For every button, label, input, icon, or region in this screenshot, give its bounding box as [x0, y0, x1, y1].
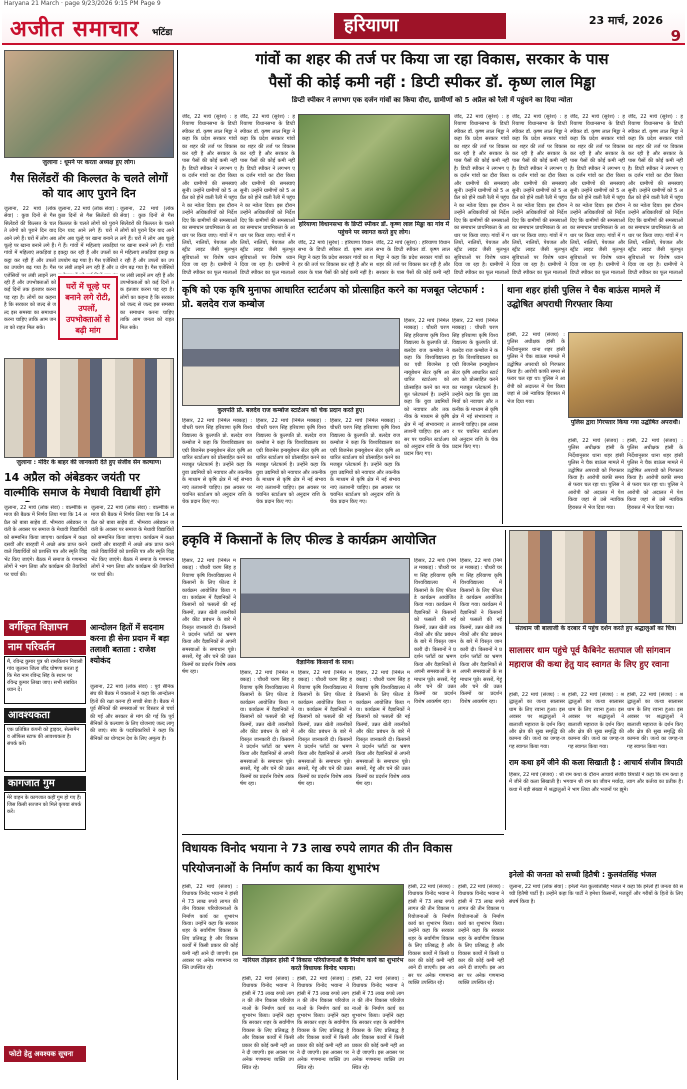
- name-change-header: नाम परिवर्तन: [4, 640, 86, 655]
- startup-body-1: हिसार, 22 मार्च (निर्मल मक्कड़) : चौधरी चरण सिंह हरियाणा कृषि विश्वविद्यालय के कुलपति प्रो. बलदेव राज कम्बोज ने कहा कि विश्वविद्यालय का एग्री बिजनेस इन्क्यूबेशन सेंटर कृषि आधारित स्टार्टअप को प्रोत्साहित करने का मजबूत प्लेटफार्म है। उन्होंने कहा कि युवा उद्यमियों को नवाचार और तकनीक के माध्यम से कृषि क्षेत्र में नई संभावनाएं तलाशनी चाहिए। इस अवसर पर चयनित स्टार्टअप को अनुदान राशि के चेक प्रदान किए गए।: [182, 418, 252, 506]
- wanted-ad: एक प्रतिष्ठित कंपनी को ड्राइवर, सेल्समैन व ऑफिस स्टाफ की आवश्यकता है। संपर्क करें।: [4, 724, 86, 772]
- lead-body-1: जींद, 22 मार्च (सुरेश) : हरियाणा विधानसभा के डिप्टी स्पीकर डॉ. कृष्ण लाल मिड्ढा ने कहा कि प्रदेश सरकार गांवों का शहर की तर्ज पर विकास कर रही है और सरकार के पास पैसों की कोई कमी नहीं है। डिप्टी स्पीकर ने लगभग एक दर्जन गांवों का दौरा किया और ग्रामीणों की समस्याएं सुनीं। उन्होंने ग्रामीणों को 5 अप्रैल को होने वाली रैली में पहुंचने का न्योता दिया। इस दौरान उन्होंने अधिकारियों को निर्देश दिए कि ग्रामीणों की समस्याओं का समाधान प्राथमिकता के आधार पर किया जाए। गांवों में गलियों, नालियों, पेयजल और स्ट्रीट लाइट जैसी मूलभूत सुविधाओं पर विशेष ध्यान दिया जा रहा है। ग्रामीणों ने डिप्टी स्पीकर का फूल मालाओं: [182, 114, 237, 276]
- vinod-headline: विधायक विनोद भयाना ने 73 लाख रुपये लागत की तीन विकास परियोजनाओं के निर्माण कार्य का किया शुभारंभ: [182, 841, 453, 875]
- lead-body-2: जींद, 22 मार्च (सुरेश) : हरियाणा विधानसभा के डिप्टी स्पीकर डॉ. कृष्ण लाल मिड्ढा ने कहा कि प्रदेश सरकार गांवों का शहर की तर्ज पर विकास कर रही है और सरकार के पास पैसों की कोई कमी नहीं है। डिप्टी स्पीकर ने लगभग एक दर्जन गांवों का दौरा किया और ग्रामीणों की समस्याएं सुनीं। उन्होंने ग्रामीणों को 5 अप्रैल को होने वाली रैली में पहुंचने का न्योता दिया। इस दौरान उन्होंने अधिकारियों को निर्देश दिए कि ग्रामीणों की समस्याओं का समाधान प्राथमिकता के आधार पर किया जाए। गांवों में गलियों, नालियों, पेयजल और स्ट्रीट लाइट जैसी मूलभूत सुविधाओं पर विशेष ध्यान दिया जा रहा है। ग्रामीणों ने डिप्टी स्पीकर का फूल मालाओं: [240, 114, 295, 276]
- lead-subhead: डिप्टी स्पीकर ने लगभग एक दर्जन गांवों का किया दौरा, ग्रामीणों को 5 अप्रैल को रैली में पहुंचने का दिया न्योता: [291, 96, 573, 104]
- police-photo-caption: पुलिस द्वारा गिरफ्तार किया गया उद्घोषित अपराधी।: [570, 419, 681, 426]
- lead-body-5: जींद, 22 मार्च (सुरेश) : हरियाणा विधानसभा के डिप्टी स्पीकर डॉ. कृष्ण लाल मिड्ढा ने कहा कि प्रदेश सरकार गांवों का शहर की तर्ज पर विकास कर रही है और सरकार के पास पैसों की कोई कमी नहीं है। डिप्टी स्पीकर ने लगभग एक दर्जन गांवों का दौरा किया और ग्रामीणों की समस्याएं सुनीं। उन्होंने ग्रामीणों को 5 अप्रैल को होने वाली रैली में पहुंचने का न्योता दिया। इस दौरान उन्होंने अधिकारियों को निर्देश दिए कि ग्रामीणों की समस्याओं का समाधान प्राथमिकता के आधार पर किया जाए। गांवों में गलियों, नालियों, पेयजल और स्ट्रीट लाइट जैसी मूलभूत सुविधाओं पर विशेष ध्यान दिया जा रहा है। ग्रामीणों ने डिप्टी स्पीकर का फूल मालाओं: [454, 114, 509, 276]
- mid-rule: [182, 526, 682, 527]
- name-change-ad: मैं, रविन्द्र कुमार पुत्र श्री रामकिशन निवासी गांव जुलाना जिला जींद घोषणा करता हूं कि मेरा नाम रविन्द्र सिंह के स्थान पर रविन्द्र कुमार लिखा जाए। सभी संबंधित ध्यान दें।: [4, 656, 86, 704]
- wanted-header: आवश्यकता: [4, 708, 86, 723]
- lost-header: कागजात गुम: [4, 776, 86, 791]
- issue-date: 23 मार्च, 2026: [588, 14, 663, 27]
- exservice-headline: आन्दोलन हितों में सदनाम करना ही सेना प्रदान में बड़ा तलाशी बताता : राजेश श्योकंद: [90, 623, 170, 665]
- ambedkar-photo-caption: जुलाना : मंदिर के बाहर की जानकारी देते हुए संजीव सेन कल्याण।: [16, 459, 162, 466]
- field-day-body-4: हिसार, 22 मार्च (निर्मल मक्कड़) : चौधरी चरण सिंह हरियाणा कृषि विश्वविद्यालय में किसानों के लिए फील्ड डे कार्यक्रम आयोजित किया गया। कार्यक्रम में वैज्ञानिकों ने किसानों को फसलों की नई किस्मों, उन्नत खेती तकनीकों और कीट प्रबंधन के बारे में विस्तृत जानकारी दी। किसानों ने प्रदर्शन प्लॉटों का भ्रमण किया और वैज्ञानिकों से अपनी समस्याओं के समाधान पूछे। सरसों, गेहूं और चने की उन्नत किस्मों का प्रदर्शन विशेष आकर्षण रहा।: [356, 670, 410, 788]
- startup-photo: [182, 318, 400, 406]
- vinod-body-2: हांसी, 22 मार्च (संजय) : विधायक विनोद भयाना ने हांसी में 73 लाख रुपये लागत की तीन विकास परियोजनाओं के निर्माण कार्य का शुभारंभ किया। उन्होंने कहा कि सरकार शहर के सर्वांगीण विकास के लिए प्रतिबद्ध है और विकास कार्यों में किसी प्रकार की कोई कमी नहीं आने दी जाएगी। इस अवसर पर अनेक गणमान्य व्यक्ति उपस्थित रहे।: [242, 976, 294, 1071]
- vinod-body-3: हांसी, 22 मार्च (संजय) : विधायक विनोद भयाना ने हांसी में 73 लाख रुपये लागत की तीन विकास परियोजनाओं के निर्माण कार्य का शुभारंभ किया। उन्होंने कहा कि सरकार शहर के सर्वांगीण विकास के लिए प्रतिबद्ध है और विकास कार्यों में किसी प्रकार की कोई कमी नहीं आने दी जाएगी। इस अवसर पर अनेक गणमान्य व्यक्ति उपस्थित रहे।: [297, 976, 349, 1071]
- newspaper-logo: अजीत समाचार: [10, 16, 140, 42]
- field-day-photo-caption: वैज्ञानिक किसानों के साथ।: [296, 659, 354, 666]
- column-rule-right: [502, 284, 503, 524]
- gas-photo-caption: जुलाना : धूमने पर करता अध्यक्ष हुए लोग।: [42, 159, 136, 166]
- lead-bottom-rule: [182, 280, 682, 281]
- field-day-body-1: हिसार, 22 मार्च (निर्मल मक्कड़) : चौधरी चरण सिंह हरियाणा कृषि विश्वविद्यालय में किसानों के लिए फील्ड डे कार्यक्रम आयोजित किया गया। कार्यक्रम में वैज्ञानिकों ने किसानों को फसलों की नई किस्मों, उन्नत खेती तकनीकों और कीट प्रबंधन के बारे में विस्तृत जानकारी दी। किसानों ने प्रदर्शन प्लॉटों का भ्रमण किया और वैज्ञानिकों से अपनी समस्याओं के समाधान पूछे। सरसों, गेहूं और चने की उन्नत किस्मों का प्रदर्शन विशेष आकर्षण रहा।: [182, 558, 236, 676]
- lead-body-7: जींद, 22 मार्च (सुरेश) : हरियाणा विधानसभा के डिप्टी स्पीकर डॉ. कृष्ण लाल मिड्ढा ने कहा कि प्रदेश सरकार गांवों का शहर की तर्ज पर विकास कर रही है और सरकार के पास पैसों की कोई कमी नहीं है। डिप्टी स्पीकर ने लगभग एक दर्जन गांवों का दौरा किया और ग्रामीणों की समस्याएं सुनीं। उन्होंने ग्रामीणों को 5 अप्रैल को होने वाली रैली में पहुंचने का न्योता दिया। इस दौरान उन्होंने अधिकारियों को निर्देश दिए कि ग्रामीणों की समस्याओं का समाधान प्राथमिकता के आधार पर किया जाए। गांवों में गलियों, नालियों, पेयजल और स्ट्रीट लाइट जैसी मूलभूत सुविधाओं पर विशेष ध्यान दिया जा रहा है। ग्रामीणों ने डिप्टी स्पीकर का फूल मालाओं: [570, 114, 625, 276]
- gas-body-3: जुलाना, 22 मार्च (लोक सेवा) : कुछ दिनों से गैस सिलेंडरों की किल्लत के चलते लोगों को पुराने दिन याद आने लगे हैं। घरों में लोग अब चूल्हे पर खाना बनाने लगे हैं। गांवों में महिलाएं लकड़ियां इकट्ठा कर रही हैं और उपलों का उपयोग बढ़ गया है। गैस एजेंसियों पर लंबी लाइनें लग रही हैं और उपभोक्ताओं को कई दिनों तक इंतजार करना पड़ रहा है। लोगों का कहना है कि सरकार को जल्द से जल्द इस समस्या का समाधान करना चाहिए ताकि आम जनता को राहत मिल सके।: [120, 206, 174, 331]
- page-number: 9: [670, 27, 681, 45]
- field-day-body-3: हिसार, 22 मार्च (निर्मल मक्कड़) : चौधरी चरण सिंह हरियाणा कृषि विश्वविद्यालय में किसानों के लिए फील्ड डे कार्यक्रम आयोजित किया गया। कार्यक्रम में वैज्ञानिकों ने किसानों को फसलों की नई किस्मों, उन्नत खेती तकनीकों और कीट प्रबंधन के बारे में विस्तृत जानकारी दी। किसानों ने प्रदर्शन प्लॉटों का भ्रमण किया और वैज्ञानिकों से अपनी समस्याओं के समाधान पूछे। सरसों, गेहूं और चने की उन्नत किस्मों का प्रदर्शन विशेष आकर्षण रहा।: [298, 670, 352, 788]
- pilgrims-headline: सालासर धाम पहुंचे पूर्व कैबिनेट सतपाल जी सांगवान महाराज की कथा हेतु याद स्वागत के लिए हुए रवाना: [509, 646, 671, 670]
- exservice-body: जुलाना, 22 मार्च (लोक सेवा) : पूर्व सैनिक संघ की बैठक में वक्ताओं ने कहा कि आन्दोलन हितों की रक्षा करना ही सच्ची सेवा है। बैठक में पूर्व सैनिकों की समस्याओं पर विस्तार से चर्चा की गई और सरकार से मांग की गई कि पूर्व सैनिकों के कल्याण के लिए योजनाएं जल्द लागू की जाएं। संघ के पदाधिकारियों ने कहा कि सैनिकों का योगदान देश के लिए अमूल्य है।: [90, 684, 174, 742]
- ambedkar-headline: 14 अप्रैल को अंबेडकर जयंती पर वाल्मीकि समाज के मेधावी विद्यार्थी होंगे: [4, 471, 161, 499]
- inelo-headline: इनेलो की जनता को सच्ची हितैषी : कुलवंतसिंह भंजल: [509, 870, 657, 879]
- lost-ad: मेरे वाहन के कागजात कहीं गुम हो गए हैं। जिस किसी सज्जन को मिले कृपया संपर्क करें।: [4, 792, 86, 830]
- startup-body-4: हिसार, 22 मार्च (निर्मल मक्कड़) : चौधरी चरण सिंह हरियाणा कृषि विश्वविद्यालय के कुलपति प्रो. बलदेव राज कम्बोज ने कहा कि विश्वविद्यालय का एग्री बिजनेस इन्क्यूबेशन सेंटर कृषि आधारित स्टार्टअप को प्रोत्साहित करने का मजबूत प्लेटफार्म है। उन्होंने कहा कि युवा उद्यमियों को नवाचार और तकनीक के माध्यम से कृषि क्षेत्र में नई संभावनाएं तलाशनी चाहिए। इस अवसर पर चयनित स्टार्टअप को अनुदान राशि के चेक प्रदान किए गए।: [404, 318, 449, 458]
- field-day-photo: [240, 558, 410, 658]
- print-slug: Haryana 21 March · page 9/23/2026 9:15 PM Page 9: [4, 0, 161, 7]
- police-body-1: हांसी, 22 मार्च (संजय) : पुलिस अधीक्षक हांसी के निर्देशानुसार थाना शहर हांसी पुलिस ने चैक बाऊंस मामले में उद्घोषित अपराधी को गिरफ्तार किया है। आरोपी काफी समय से फरार चल रहा था। पुलिस ने आरोपी को अदालत में पेश किया जहां से उसे न्यायिक हिरासत में भेज दिया गया।: [507, 332, 565, 405]
- police-body-3: हांसी, 22 मार्च (संजय) : पुलिस अधीक्षक हांसी के निर्देशानुसार थाना शहर हांसी पुलिस ने चैक बाऊंस मामले में उद्घोषित अपराधी को गिरफ्तार किया है। आरोपी काफी समय से फरार चल रहा था। पुलिस ने आरोपी को अदालत में पेश किया जहां से उसे न्यायिक हिरासत में भेज दिया गया।: [627, 438, 683, 511]
- edition-city: भटिंडा: [152, 28, 173, 38]
- gas-photo: [4, 50, 174, 158]
- section-title: हरियाणा: [334, 13, 506, 39]
- pilgrims-photo: [509, 530, 683, 624]
- ambedkar-body-1: जुलाना, 22 मार्च (लोक सेवा) : वाल्मीकि समाज की बैठक में निर्णय लिया गया कि 14 अप्रैल को बाबा साहेब डॉ. भीमराव अंबेडकर जयंती के अवसर पर समाज के मेधावी विद्यार्थियों को सम्मानित किया जाएगा। कार्यक्रम में कक्षा दसवीं और बारहवीं में अच्छे अंक प्राप्त करने वाले विद्यार्थियों को प्रशस्ति पत्र और स्मृति चिह्न भेंट किए जाएंगे। बैठक में समाज के गणमान्य लोगों ने भाग लिया और कार्यक्रम की तैयारियों पर चर्चा की।: [4, 505, 87, 578]
- lead-body-4: जींद, 22 मार्च (सुरेश) : हरियाणा विधानसभा के डिप्टी स्पीकर डॉ. कृष्ण लाल मिड्ढा ने कहा कि प्रदेश सरकार गांवों का शहर की तर्ज पर विकास कर रही है और सरकार के पास पैसों की कोई कमी नहीं: [376, 240, 450, 276]
- pilgrims-body-3: हांसी, 22 मार्च (संजय) : श्रद्धालुओं का जत्था सालासर धाम के लिए रवाना हुआ। इस अवसर पर श्रद्धालुओं ने बालाजी महाराज के दर्शन किए और क्षेत्र की सुख समृद्धि की कामना की। जत्थे का जगह-जगह स्वागत किया गया।: [627, 692, 683, 750]
- startup-body-2: हिसार, 22 मार्च (निर्मल मक्कड़) : चौधरी चरण सिंह हरियाणा कृषि विश्वविद्यालय के कुलपति प्रो. बलदेव राज कम्बोज ने कहा कि विश्वविद्यालय का एग्री बिजनेस इन्क्यूबेशन सेंटर कृषि आधारित स्टार्टअप को प्रोत्साहित करने का मजबूत प्लेटफार्म है। उन्होंने कहा कि युवा उद्यमियों को नवाचार और तकनीक के माध्यम से कृषि क्षेत्र में नई संभावनाएं तलाशनी चाहिए। इस अवसर पर चयनित स्टार्टअप को अनुदान राशि के चेक प्रदान किए गए।: [256, 418, 326, 506]
- startup-headline: कृषि को एक कृषि मुनाफा आधारित स्टार्टअप को प्रोत्साहित करने का मजबूत प्लेटफार्म : प्रो. बलदेव राज कम्बोज: [182, 285, 485, 310]
- ram-katha-body: हिसार, 22 मार्च (संजय) : श्री राम कथा के दौरान आचार्य संजीव त्रिपाठी ने कहा कि राम कथा हमें जीने की कला सिखाती है। भगवान श्री राम का जीवन मर्यादा, त्याग और कर्तव्य का प्रतीक है। कथा में बड़ी संख्या में श्रद्धालुओं ने भाग लिया और भजनों पर झूमे।: [509, 772, 683, 793]
- gas-body-2: जुलाना, 22 मार्च (लोक सेवा) : कुछ दिनों से गैस सिलेंडरों की किल्लत के चलते लोगों को पुराने दिन याद आने लगे हैं। घरों में लोग अब चूल्हे पर खाना बनाने लगे हैं। गांवों में महिलाएं लकड़ियां इकट्ठा कर रही हैं और उपलों का उपयोग बढ़ गया है। गैस एजेंसियों पर लंबी लाइनें लग रही हैं और उ: [58, 206, 118, 272]
- lead-body-6: जींद, 22 मार्च (सुरेश) : हरियाणा विधानसभा के डिप्टी स्पीकर डॉ. कृष्ण लाल मिड्ढा ने कहा कि प्रदेश सरकार गांवों का शहर की तर्ज पर विकास कर रही है और सरकार के पास पैसों की कोई कमी नहीं है। डिप्टी स्पीकर ने लगभग एक दर्जन गांवों का दौरा किया और ग्रामीणों की समस्याएं सुनीं। उन्होंने ग्रामीणों को 5 अप्रैल को होने वाली रैली में पहुंचने का न्योता दिया। इस दौरान उन्होंने अधिकारियों को निर्देश दिए कि ग्रामीणों की समस्याओं का समाधान प्राथमिकता के आधार पर किया जाए। गांवों में गलियों, नालियों, पेयजल और स्ट्रीट लाइट जैसी मूलभूत सुविधाओं पर विशेष ध्यान दिया जा रहा है। ग्रामीणों ने डिप्टी स्पीकर का फूल मालाओं: [512, 114, 567, 276]
- field-day-body-6: हिसार, 22 मार्च (निर्मल मक्कड़) : चौधरी चरण सिंह हरियाणा कृषि विश्वविद्यालय में किसानों के लिए फील्ड डे कार्यक्रम आयोजित किया गया। कार्यक्रम में वैज्ञानिकों ने किसानों को फसलों की नई किस्मों, उन्नत खेती तकनीकों और कीट प्रबंधन के बारे में विस्तृत जानकारी दी। किसानों ने प्रदर्शन प्लॉटों का भ्रमण किया और वैज्ञानिकों से अपनी समस्याओं के समाधान पूछे। सरसों, गेहूं और चने की उन्नत किस्मों का प्रदर्शन विशेष आकर्षण रहा।: [460, 558, 502, 705]
- classified-footer: फोटो हेतु अवश्यक सूचना: [4, 1046, 86, 1062]
- lead-photo-caption: हरियाणा विधानसभा के डिप्टी स्पीकर डॉ. कृष्ण लाल मिड्ढा का गांव में पहुंचने पर स्वागत करते हुए लोग।: [298, 221, 450, 236]
- field-day-body-2: हिसार, 22 मार्च (निर्मल मक्कड़) : चौधरी चरण सिंह हरियाणा कृषि विश्वविद्यालय में किसानों के लिए फील्ड डे कार्यक्रम आयोजित किया गया। कार्यक्रम में वैज्ञानिकों ने किसानों को फसलों की नई किस्मों, उन्नत खेती तकनीकों और कीट प्रबंधन के बारे में विस्तृत जानकारी दी। किसानों ने प्रदर्शन प्लॉटों का भ्रमण किया और वैज्ञानिकों से अपनी समस्याओं के समाधान पूछे। सरसों, गेहूं और चने की उन्नत किस्मों का प्रदर्शन विशेष आकर्षण रहा।: [240, 670, 294, 788]
- startup-photo-caption: कुलपति प्रो. बलदेव राज कम्बोज स्टार्टअप को चेक प्रदान करते हुए।: [217, 407, 365, 414]
- lead-headline-line-2: पैसों की कोई कमी नहीं : डिप्टी स्पीकर डॉ. कृष्ण लाल मिड्ढा: [268, 73, 596, 91]
- pilgrims-body-2: हांसी, 22 मार्च (संजय) : श्रद्धालुओं का जत्था सालासर धाम के लिए रवाना हुआ। इस अवसर पर श्रद्धालुओं ने बालाजी महाराज के दर्शन किए और क्षेत्र की सुख समृद्धि की कामना की। जत्थे का जगह-जगह स्वागत किया गया।: [568, 692, 624, 750]
- column-rule-right-2: [505, 530, 506, 830]
- police-headline: थाना शहर हांसी पुलिस ने चैक बाऊंस मामले में उद्घोषित अपराधी गिरफ्तार किया: [507, 286, 661, 310]
- lower-rule: [182, 834, 504, 835]
- lead-headline-line-1: गांवों का शहर की तर्ज पर किया जा रहा विकास, सरकार के पास: [255, 50, 609, 68]
- lead-body-3: जींद, 22 मार्च (सुरेश) : हरियाणा विधानसभा के डिप्टी स्पीकर डॉ. कृष्ण लाल मिड्ढा ने कहा कि प्रदेश सरकार गांवों का शहर की तर्ज पर विकास कर रही है और सरकार के पास पैसों की कोई कमी नहीं है।: [298, 240, 373, 276]
- ram-katha-headline: राम कथा हमें जीने की कला सिखाती है : आचार्य संजीव त्रिपाठी: [509, 758, 683, 767]
- vinod-body-6: हांसी, 22 मार्च (संजय) : विधायक विनोद भयाना ने हांसी में 73 लाख रुपये लागत की तीन विकास परियोजनाओं के निर्माण कार्य का शुभारंभ किया। उन्होंने कहा कि सरकार शहर के सर्वांगीण विकास के लिए प्रतिबद्ध है और विकास कार्यों में किसी प्रकार की कोई कमी नहीं आने दी जाएगी। इस अवसर पर अनेक गणमान्य व्यक्ति उपस्थित रहे।: [458, 884, 504, 987]
- lead-body-8: जींद, 22 मार्च (सुरेश) : हरियाणा विधानसभा के डिप्टी स्पीकर डॉ. कृष्ण लाल मिड्ढा ने कहा कि प्रदेश सरकार गांवों का शहर की तर्ज पर विकास कर रही है और सरकार के पास पैसों की कोई कमी नहीं है। डिप्टी स्पीकर ने लगभग एक दर्जन गांवों का दौरा किया और ग्रामीणों की समस्याएं सुनीं। उन्होंने ग्रामीणों को 5 अप्रैल को होने वाली रैली में पहुंचने का न्योता दिया। इस दौरान उन्होंने अधिकारियों को निर्देश दिए कि ग्रामीणों की समस्याओं का समाधान प्राथमिकता के आधार पर किया जाए। गांवों में गलियों, नालियों, पेयजल और स्ट्रीट लाइट जैसी मूलभूत सुविधाओं पर विशेष ध्यान दिया जा रहा है। ग्रामीणों ने डिप्टी स्पीकर का फूल मालाओं: [628, 114, 683, 276]
- masthead: [2, 9, 685, 45]
- vinod-body-5: हांसी, 22 मार्च (संजय) : विधायक विनोद भयाना ने हांसी में 73 लाख रुपये लागत की तीन विकास परियोजनाओं के निर्माण कार्य का शुभारंभ किया। उन्होंने कहा कि सरकार शहर के सर्वांगीण विकास के लिए प्रतिबद्ध है और विकास कार्यों में किसी प्रकार की कोई कमी नहीं आने दी जाएगी। इस अवसर पर अनेक गणमान्य व्यक्ति उपस्थित रहे।: [408, 884, 454, 987]
- startup-body-3: हिसार, 22 मार्च (निर्मल मक्कड़) : चौधरी चरण सिंह हरियाणा कृषि विश्वविद्यालय के कुलपति प्रो. बलदेव राज कम्बोज ने कहा कि विश्वविद्यालय का एग्री बिजनेस इन्क्यूबेशन सेंटर कृषि आधारित स्टार्टअप को प्रोत्साहित करने का मजबूत प्लेटफार्म है। उन्होंने कहा कि युवा उद्यमियों को नवाचार और तकनीक के माध्यम से कृषि क्षेत्र में नई संभावनाएं तलाशनी चाहिए। इस अवसर पर चयनित स्टार्टअप को अनुदान राशि के चेक प्रदान किए गए।: [330, 418, 400, 506]
- vinod-photo-caption: नारियल तोड़कर हांसी में विकास परियोजनाओं के निर्माण कार्य का शुभारंभ करते विधायक विनोद भयाना।: [242, 957, 404, 972]
- field-day-body-5: हिसार, 22 मार्च (निर्मल मक्कड़) : चौधरी चरण सिंह हरियाणा कृषि विश्वविद्यालय में किसानों के लिए फील्ड डे कार्यक्रम आयोजित किया गया। कार्यक्रम में वैज्ञानिकों ने किसानों को फसलों की नई किस्मों, उन्नत खेती तकनीकों और कीट प्रबंधन के बारे में विस्तृत जानकारी दी। किसानों ने प्रदर्शन प्लॉटों का भ्रमण किया और वैज्ञानिकों से अपनी समस्याओं के समाधान पूछे। सरसों, गेहूं और चने की उन्नत किस्मों का प्रदर्शन विशेष आकर्षण रहा।: [414, 558, 456, 705]
- column-rule: [177, 50, 178, 1080]
- gas-body-1: जुलाना, 22 मार्च (लोक सेवा) : कुछ दिनों से गैस सिलेंडरों की किल्लत के चलते लोगों को पुराने दिन याद आने लगे हैं। घरों में लोग अब चूल्हे पर खाना बनाने लगे हैं। गांवों में महिलाएं लकड़ियां इकट्ठा कर रही हैं और उपलों का उपयोग बढ़ गया है। गैस एजेंसियों पर लंबी लाइनें लग रही हैं और उपभोक्ताओं को कई दिनों तक इंतजार करना पड़ रहा है। लोगों का कहना है कि सरकार को जल्द से जल्द इस समस्या का समाधान करना चाहिए ताकि आम जनता को राहत मिल सके।: [4, 206, 56, 331]
- vinod-photo: [242, 884, 404, 956]
- gas-pull-quote: घरों में चूल्हे पर बनाने लगे रोटी, उपलों, उपभोक्ताओं से बढ़ी मांग: [58, 276, 118, 340]
- pilgrims-body-1: हांसी, 22 मार्च (संजय) : श्रद्धालुओं का जत्था सालासर धाम के लिए रवाना हुआ। इस अवसर पर श्रद्धालुओं ने बालाजी महाराज के दर्शन किए और क्षेत्र की सुख समृद्धि की कामना की। जत्थे का जगह-जगह स्वागत किया गया।: [509, 692, 565, 750]
- vinod-body-4: हांसी, 22 मार्च (संजय) : विधायक विनोद भयाना ने हांसी में 73 लाख रुपये लागत की तीन विकास परियोजनाओं के निर्माण कार्य का शुभारंभ किया। उन्होंने कहा कि सरकार शहर के सर्वांगीण विकास के लिए प्रतिबद्ध है और विकास कार्यों में किसी प्रकार की कोई कमी नहीं आने दी जाएगी। इस अवसर पर अनेक गणमान्य व्यक्ति उपस्थित रहे।: [352, 976, 404, 1071]
- police-photo: [568, 332, 683, 418]
- police-body-2: हांसी, 22 मार्च (संजय) : पुलिस अधीक्षक हांसी के निर्देशानुसार थाना शहर हांसी पुलिस ने चैक बाऊंस मामले में उद्घोषित अपराधी को गिरफ्तार किया है। आरोपी काफी समय से फरार चल रहा था। पुलिस ने आरोपी को अदालत में पेश किया जहां से उसे न्यायिक हिरासत में भेज दिया गया।: [568, 438, 624, 511]
- startup-body-5: हिसार, 22 मार्च (निर्मल मक्कड़) : चौधरी चरण सिंह हरियाणा कृषि विश्वविद्यालय के कुलपति प्रो. बलदेव राज कम्बोज ने कहा कि विश्वविद्यालय का एग्री बिजनेस इन्क्यूबेशन सेंटर कृषि आधारित स्टार्टअप को प्रोत्साहित करने का मजबूत प्लेटफार्म है। उन्होंने कहा कि युवा उद्यमियों को नवाचार और तकनीक के माध्यम से कृषि क्षेत्र में नई संभावनाएं तलाशनी चाहिए। इस अवसर पर चयनित स्टार्टअप को अनुदान राशि के चेक प्रदान किए गए।: [452, 318, 498, 450]
- classified-header: वर्गीकृत विज्ञापन: [4, 620, 86, 636]
- gas-headline: गैस सिलेंडरों की किल्लत के चलते लोगों को याद आए पुराने दिन: [10, 172, 168, 200]
- lead-photo: [298, 114, 450, 220]
- inelo-body: जुलाना, 22 मार्च (लोक सेवा) : इनेलो नेता कुलवंतसिंह भंजल ने कहा कि इनेलो ही जनता की सच्ची हितैषी पार्टी है। उन्होंने कहा कि पार्टी ने हमेशा किसानों, मजदूरों और गरीबों के हितों के लिए संघर्ष किया है।: [509, 884, 683, 905]
- ambedkar-photo: [4, 358, 174, 458]
- ambedkar-body-2: जुलाना, 22 मार्च (लोक सेवा) : वाल्मीकि समाज की बैठक में निर्णय लिया गया कि 14 अप्रैल को बाबा साहेब डॉ. भीमराव अंबेडकर जयंती के अवसर पर समाज के मेधावी विद्यार्थियों को सम्मानित किया जाएगा। कार्यक्रम में कक्षा दसवीं और बारहवीं में अच्छे अंक प्राप्त करने वाले विद्यार्थियों को प्रशस्ति पत्र और स्मृति चिह्न भेंट किए जाएंगे। बैठक में समाज के गणमान्य लोगों ने भाग लिया और कार्यक्रम की तैयारियों पर चर्चा की।: [91, 505, 174, 578]
- field-day-headline: हकृवि में किसानों के लिए फील्ड डे कार्यक्रम आयोजित: [182, 533, 436, 548]
- pilgrims-photo-caption: संतधाम जी बालाजी के दरबार में पहुंच दर्शन करते हुए श्रद्धालुओं का चित्र।: [515, 625, 677, 632]
- vinod-body-1: हांसी, 22 मार्च (संजय) : विधायक विनोद भयाना ने हांसी में 73 लाख रुपये लागत की तीन विकास परियोजनाओं के निर्माण कार्य का शुभारंभ किया। उन्होंने कहा कि सरकार शहर के सर्वांगीण विकास के लिए प्रतिबद्ध है और विकास कार्यों में किसी प्रकार की कोई कमी नहीं आने दी जाएगी। इस अवसर पर अनेक गणमान्य व्यक्ति उपस्थित रहे।: [182, 884, 238, 972]
